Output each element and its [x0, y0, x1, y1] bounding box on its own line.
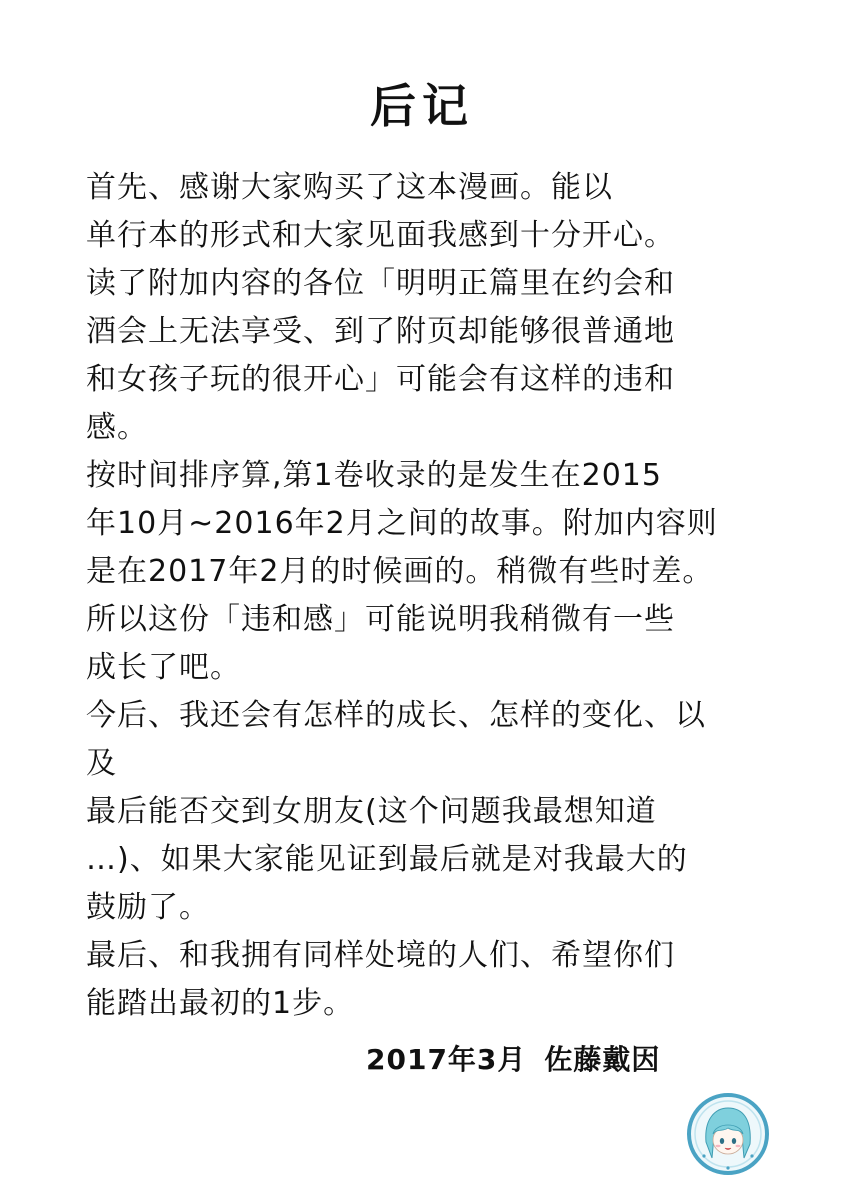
- text-line: 能踏出最初的1步。: [86, 986, 355, 1021]
- afterword-body: [86, 164, 786, 1028]
- text-line: 单行本的形式和大家见面我感到十分开心。: [86, 218, 675, 253]
- text-line: 感。: [86, 410, 148, 445]
- text-line: 所以这份「违和感」可能说明我稍微有一些: [86, 602, 675, 637]
- text-line: 鼓励了。: [86, 890, 210, 925]
- text-line: 读了附加内容的各位「明明正篇里在约会和: [86, 266, 675, 301]
- text-line: 成长了吧。: [86, 650, 241, 685]
- text-line: 首先、感谢大家购买了这本漫画。能以: [86, 170, 613, 205]
- text-line: 年10月~2016年2月之间的故事。附加内容则: [86, 506, 718, 541]
- text-line: 最后能否交到女朋友(这个问题我最想知道: [86, 794, 657, 829]
- text-line: 及: [86, 746, 117, 781]
- page-title: 后记: [370, 79, 474, 133]
- text-line: 酒会上无法享受、到了附页却能够很普通地: [86, 314, 675, 349]
- signature-date: 2017年3月: [366, 1043, 527, 1076]
- text-line: 按时间排序算,第1卷收录的是发生在2015: [86, 458, 662, 493]
- text-line: 最后、和我拥有同样处境的人们、希望你们: [86, 938, 675, 973]
- signature-author: 佐藤戴因: [544, 1043, 661, 1076]
- text-line: 和女孩子玩的很开心」可能会有这样的违和: [86, 362, 675, 397]
- signature: [366, 1038, 660, 1082]
- watermark-stamp-icon: [686, 1092, 770, 1176]
- text-line: 是在2017年2月的时候画的。稍微有些时差。: [86, 554, 714, 589]
- text-line: 今后、我还会有怎样的成长、怎样的变化、以: [86, 698, 706, 733]
- text-line: …)、如果大家能见证到最后就是对我最大的: [86, 842, 688, 877]
